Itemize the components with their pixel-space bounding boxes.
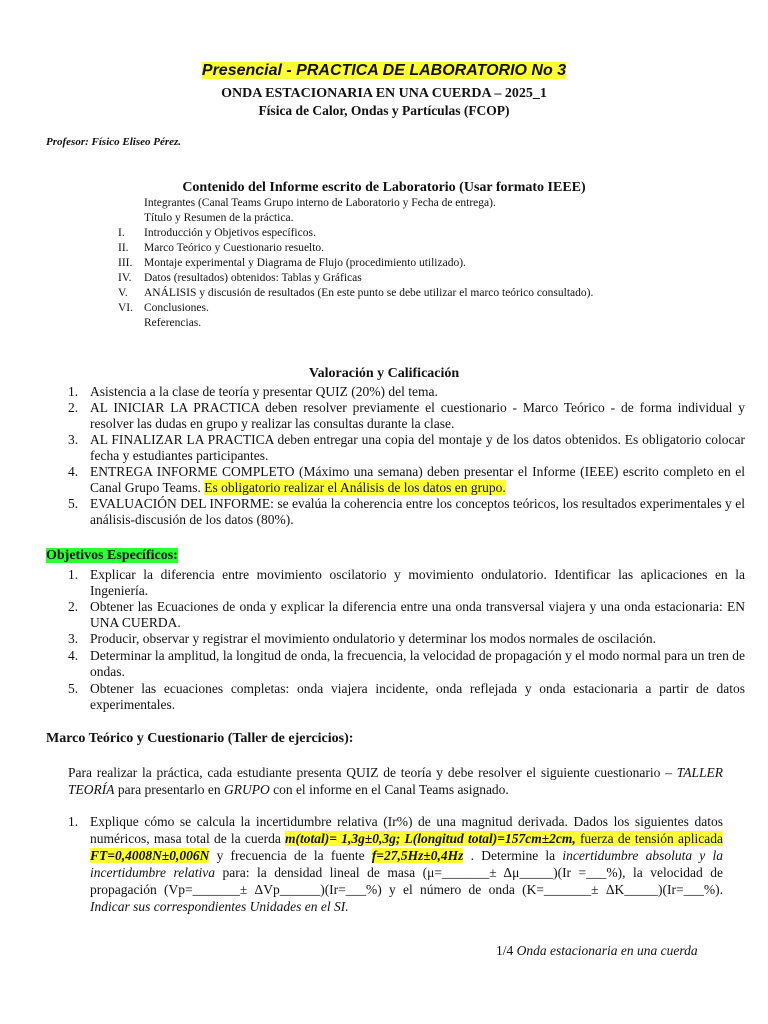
list-item: 1. Explicar la diferencia entre movimiento oscilatorio y movimiento ondulatorio. Identificar las aplicaciones en la Ingeniería. (68, 567, 745, 598)
valoracion-heading: Valoración y Calificación (308, 366, 460, 381)
tension-highlight: FT=0,4008N±0,006N (90, 848, 210, 863)
page-title-text: Presencial - PRACTICA DE LABORATORIO No 3 (201, 62, 567, 79)
contents-item: I. Introducción y Objetivos específicos. (118, 227, 316, 239)
valoracion-list (68, 384, 745, 534)
frequency-highlight: f=27,5Hz±0,4Hz (371, 848, 464, 863)
mass-length-highlight: m(total)= 1,3g±0,3g; L(longitud total)=157cm±2cm, (285, 831, 576, 846)
list-item: 1. Asistencia a la clase de teoría y presentar QUIZ (20%) del tema. (68, 384, 438, 399)
contents-item: Título y Resumen de la práctica. (144, 212, 294, 224)
list-item: 3. AL FINALIZAR LA PRACTICA deben entregar una copia del montaje y de los datos obtenidos. Es obligatorio colocar fecha y estudiantes participantes. (68, 432, 745, 463)
question-1: 1. Explique cómo se calcula la incertidumbre relativa (Ir%) de una magnitud derivada. Dados los siguientes datos numéricos, masa total de la cuerda m(total)= 1,3g±0,3g; L(longitud total)=157cm±2cm, fuerza de tensión aplicada FT=0,4008N±0,006N y frecuencia de la fuente f=27,5Hz±0,4Hz . Determine la incertidumbre absoluta y la incertidumbre relativa para: la densidad lineal de masa (μ=_______± Δμ_____)(Ir =___%), la velocidad de propagación (Vp=_______± ΔVp______)(Ir=___%) y el número de onda (K=_______± ΔK_____)(Ir=___%). Indicar sus correspondientes Unidades en el SI. (68, 814, 723, 914)
objetivos-heading: Objetivos Específicos: (46, 548, 178, 563)
contents-item: V. ANÁLISIS y discusión de resultados (En este punto se debe utilizar el marco teórico consultado). (118, 287, 594, 299)
list-item: 4. ENTREGA INFORME COMPLETO (Máximo una semana) deben presentar el Informe (IEEE) escrito completo en el Canal Grupo Teams. Es obligatorio realizar el Análisis de los datos en grupo. (68, 464, 745, 495)
page-number: 1/4 (496, 943, 514, 958)
contents-heading: Contenido del Informe escrito de Laboratorio (Usar formato IEEE) (182, 180, 586, 195)
contents-item: III. Montaje experimental y Diagrama de Flujo (procedimiento utilizado). (118, 257, 466, 269)
marco-intro: Para realizar la práctica, cada estudiante presenta QUIZ de teoría y debe resolver el siguiente cuestionario – TALLER TEORÍA para presentarlo en GRUPO con el informe en el Canal Teams asignado. (68, 765, 723, 797)
obligatorio-highlight: Es obligatorio realizar el Análisis de los datos en grupo. (204, 480, 506, 495)
marco-heading: Marco Teórico y Cuestionario (Taller de ejercicios): (46, 731, 354, 746)
objetivos-list (68, 567, 745, 717)
page-title (0, 62, 768, 80)
document-subtitle: ONDA ESTACIONARIA EN UNA CUERDA – 2025_1 (221, 86, 547, 101)
footer-doc-title: Onda estacionaria en una cuerda (516, 943, 698, 958)
contents-item: VI. Conclusiones. (118, 302, 209, 314)
list-item: 2. Obtener las Ecuaciones de onda y explicar la diferencia entre una onda transversal viajera y una onda estacionaria: EN UNA CUERDA. (68, 599, 745, 630)
professor-name: Profesor: Físico Eliseo Pérez. (46, 136, 182, 148)
contents-item: Integrantes (Canal Teams Grupo interno de Laboratorio y Fecha de entrega). (144, 197, 496, 209)
contents-item: Referencias. (144, 317, 202, 329)
contents-item: II. Marco Teórico y Cuestionario resuelto. (118, 242, 325, 254)
list-item: 5. Obtener las ecuaciones completas: onda viajera incidente, onda reflejada y onda estacionaria a partir de datos experimentales. (68, 681, 745, 712)
list-item: 2. AL INICIAR LA PRACTICA deben resolver previamente el cuestionario - Marco Teórico - de forma individual y resolver las dudas en grupo y realizar las consultas durante la clase. (68, 400, 745, 431)
contents-list (118, 196, 744, 336)
page-footer (496, 943, 698, 959)
contents-item: IV. Datos (resultados) obtenidos: Tablas y Gráficas (118, 272, 362, 284)
list-item: 5. EVALUACIÓN DEL INFORME: se evalúa la coherencia entre los conceptos teóricos, los resultados experimentales y el análisis-discusión de los datos (80%). (68, 496, 745, 527)
list-item: 4. Determinar la amplitud, la longitud de onda, la frecuencia, la velocidad de propagación y el modo normal para un tren de ondas. (68, 648, 745, 679)
list-item: 3. Producir, observar y registrar el movimiento ondulatorio y determinar los modos normales de oscilación. (68, 631, 656, 646)
course-name: Física de Calor, Ondas y Partículas (FCOP) (258, 103, 510, 118)
